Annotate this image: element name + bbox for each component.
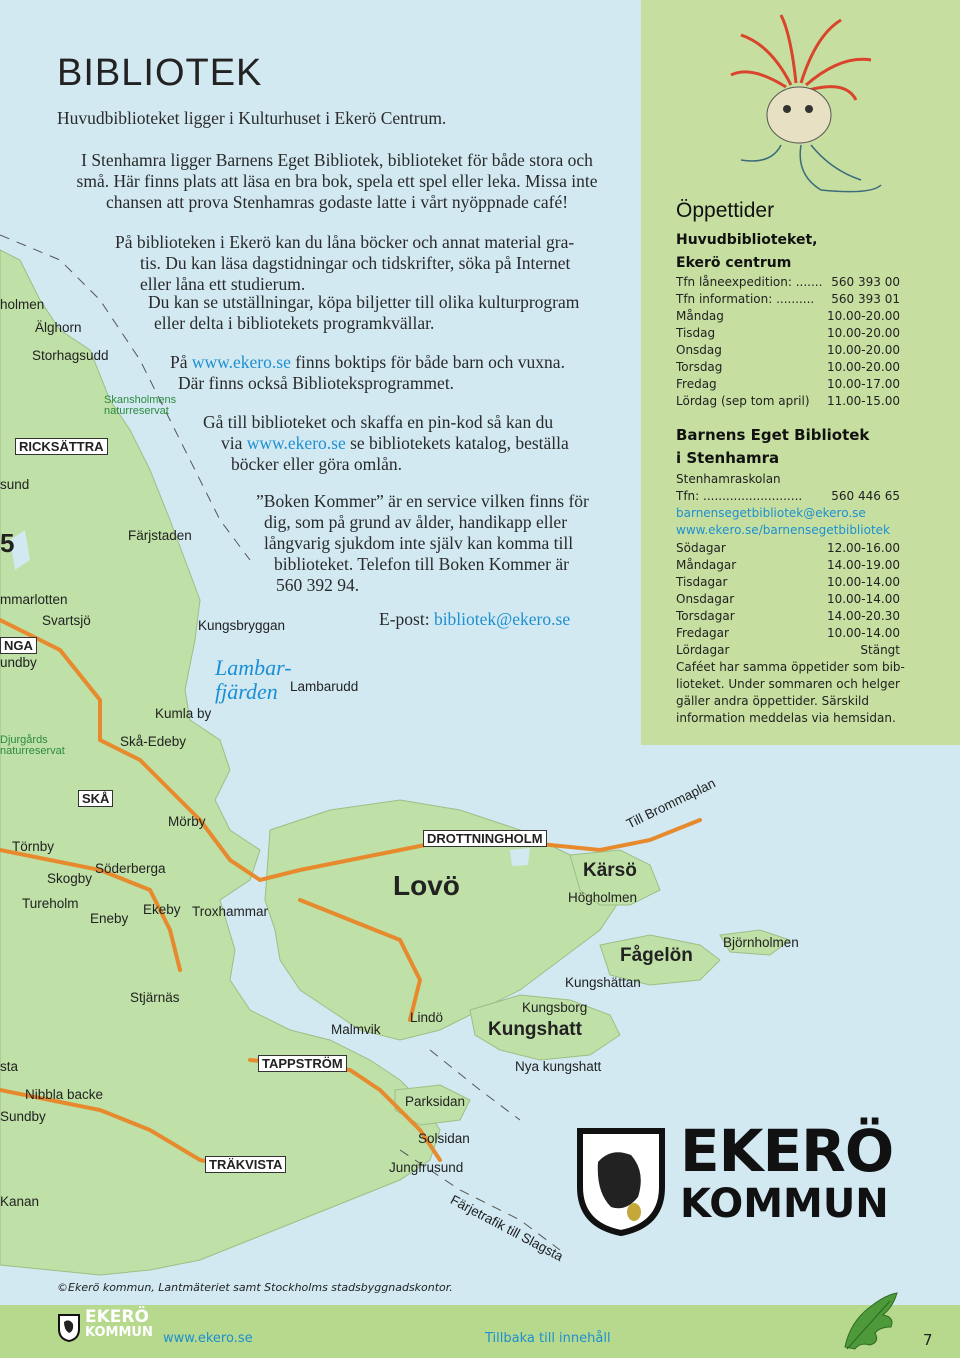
- map-label: Kungsbryggan: [198, 618, 286, 633]
- map-label: Kungsborg: [522, 1000, 588, 1015]
- footer-shield-icon: [57, 1313, 81, 1343]
- hours-row: Torsdag 10.00-20.00: [676, 360, 900, 374]
- opening-hours-sidebar: [641, 0, 960, 745]
- map-label: Jungfrusund: [389, 1160, 464, 1175]
- barnens-phone: Tfn: .......................... 560 446 65: [676, 489, 900, 503]
- hours-row: Onsdag 10.00-20.00: [676, 343, 900, 357]
- map-label: Färjetrafik till Slagsta: [447, 1192, 566, 1265]
- barnens-school: Stenhamraskolan: [676, 472, 781, 486]
- map-label: Storhagsudd: [32, 348, 109, 363]
- pin-prefix: via: [221, 433, 247, 453]
- barnens-web-link[interactable]: www.ekero.se/barnensegetbibliotek: [676, 523, 890, 537]
- map-label: Malmvik: [331, 1022, 381, 1037]
- land-west: [0, 250, 440, 1275]
- map-label: Högholmen: [568, 890, 638, 905]
- boken-line: ”Boken Kommer” är en service vilken finns för: [256, 491, 589, 511]
- map-label: Kumla by: [155, 706, 212, 721]
- services-line: eller låna ett studierum.: [140, 274, 306, 294]
- map-label: Kungshatt: [488, 1019, 582, 1040]
- barnens-line: små. Här finns plats att läsa en bra bok, spela ett spel eller leka. Missa inte: [76, 171, 598, 191]
- hours-row: Tisdag 10.00-20.00: [676, 326, 900, 340]
- hours-row: Södagar 12.00-16.00: [676, 541, 900, 555]
- map-label: Tureholm: [22, 896, 79, 911]
- email-link[interactable]: bibliotek@ekero.se: [433, 609, 571, 629]
- ekero-shield-logo: [576, 1127, 666, 1237]
- footer-website-link[interactable]: www.ekero.se: [163, 1331, 253, 1346]
- map-label: mmarlotten: [0, 592, 68, 607]
- pin-link[interactable]: www.ekero.se: [246, 433, 346, 453]
- map-label: RICKSÄTTRA: [15, 438, 108, 455]
- boken-line: långvarig sjukdom inte själv kan komma till: [264, 533, 574, 553]
- ekero-wordmark: EKERÖ KOMMUN: [680, 1117, 894, 1227]
- boken-paragraph: [256, 491, 589, 596]
- main-library-title: Huvudbiblioteket, Ekerö centrum: [676, 232, 818, 271]
- hours-row: Onsdagar 10.00-14.00: [676, 592, 900, 606]
- map-label: Lovö: [393, 870, 460, 901]
- boken-line: dig, som på grund av ålder, handikapp eller: [264, 512, 568, 532]
- tips-paragraph: [170, 352, 565, 394]
- map-label: Kungshättan: [565, 975, 641, 990]
- pin-line1: Gå till biblioteket och skaffa en pin-kod så kan du: [203, 412, 554, 432]
- services-line: tis. Du kan läsa dagstidningar och tidskrifter, söka på Internet: [140, 253, 571, 273]
- back-to-contents-link[interactable]: Tillbaka till innehåll: [485, 1331, 611, 1346]
- email-label: E-post:: [379, 609, 434, 629]
- services-paragraph: [115, 232, 574, 295]
- oak-leaf-icon: [835, 1287, 905, 1357]
- tips-line2: Där finns också Biblioteksprogrammet.: [178, 373, 455, 393]
- boken-line: 560 392 94.: [276, 575, 360, 595]
- hours-row: Måndagar 14.00-19.00: [676, 558, 900, 572]
- map-label: sund: [0, 477, 30, 492]
- map-label: Lambarudd: [290, 679, 359, 694]
- map-label: Parksidan: [405, 1094, 466, 1109]
- hours-row: Fredag 10.00-17.00: [676, 377, 900, 391]
- map-label: Björnholmen: [723, 935, 799, 950]
- hours-row: Tfn låneexpedition: ....... 560 393 00: [676, 275, 900, 289]
- map-label: TAPPSTRÖM: [258, 1055, 347, 1072]
- map-label: Färjstaden: [128, 528, 192, 543]
- boken-line: biblioteket. Telefon till Boken Kommer är: [274, 554, 569, 574]
- map-label: Älghorn: [35, 320, 82, 335]
- map-label: DROTTNINGHOLM: [423, 830, 547, 847]
- map-label: Fågelön: [620, 945, 693, 966]
- barnens-line: chansen att prova Stenhamras godaste latte i vårt nyöppnade café!: [105, 192, 569, 212]
- map-label: sta: [0, 1059, 19, 1074]
- barnens-paragraph: [57, 150, 617, 213]
- page-number: 7: [923, 1331, 933, 1349]
- footer-bar: [0, 1305, 960, 1358]
- map-label: Lindö: [410, 1010, 444, 1025]
- hours-row: Lördagar Stängt: [676, 643, 900, 657]
- map-label: Till Brommaplan: [624, 775, 718, 832]
- events-paragraph: [148, 292, 579, 334]
- intro-text: Huvudbiblioteket ligger i Kulturhuset i Ekerö Centrum.: [57, 108, 447, 128]
- pin-line3: böcker eller göra omlån.: [231, 454, 403, 474]
- map-label: Solsidan: [418, 1131, 470, 1146]
- tips-suffix: finns boktips för både barn och vuxna.: [290, 352, 565, 372]
- map-label: undby: [0, 655, 37, 670]
- map-label: Sundby: [0, 1109, 46, 1124]
- hours-row: Lördag (sep tom april) 11.00-15.00: [676, 394, 900, 408]
- pin-suffix: se bibliotekets katalog, beställa: [345, 433, 569, 453]
- map-label: TRÄKVISTA: [205, 1156, 286, 1173]
- map-label: holmen: [0, 297, 45, 312]
- barnens-title: Barnens Eget Bibliotek i Stenhamra: [676, 426, 870, 467]
- map-label: NGA: [0, 637, 37, 654]
- map-label: Nya kungshatt: [515, 1059, 602, 1074]
- map-label: Djurgårds naturreservat: [0, 734, 65, 757]
- email-line: [379, 609, 570, 630]
- hours-row: Tfn information: .......... 560 393 01: [676, 292, 900, 306]
- hours-row: Måndag 10.00-20.00: [676, 309, 900, 323]
- map-label: Skansholmens naturreservat: [104, 394, 177, 417]
- hours-row: Torsdagar 14.00-20.30: [676, 609, 900, 623]
- map-label: SKÅ: [78, 790, 113, 807]
- map-credit: ©Ekerö kommun, Lantmäteriet samt Stockholms stadsbyggnadskontor.: [57, 1281, 453, 1294]
- map-label: Skogby: [47, 871, 93, 886]
- map-label: Stjärnäs: [130, 990, 180, 1005]
- events-line: eller delta i bibliotekets programkvällar.: [154, 313, 435, 333]
- map-label: Kärsö: [583, 860, 637, 881]
- page-title: BIBLIOTEK: [57, 52, 263, 94]
- hours-heading: Öppettider: [676, 199, 775, 222]
- cafe-note: Caféet har samma öppetider som bib- lioteket. Under sommaren och helger gäller andra öppettider. Särskild information meddelas via hemsidan.: [676, 660, 905, 725]
- map-label: Skå-Edeby: [120, 734, 187, 749]
- map-label: Mörby: [168, 814, 206, 829]
- map-label: Kanan: [0, 1194, 40, 1209]
- pin-paragraph: [203, 412, 569, 475]
- events-line: Du kan se utställningar, köpa biljetter till olika kulturprogram: [148, 292, 580, 312]
- map-label: Eneby: [90, 911, 129, 926]
- hours-row: Tisdagar 10.00-14.00: [676, 575, 900, 589]
- services-line: På biblioteken i Ekerö kan du låna böcker och annat material gra-: [115, 232, 575, 252]
- map-label: Söderberga: [95, 861, 166, 876]
- troll-illustration: [681, 5, 921, 195]
- tips-prefix: På: [170, 352, 192, 372]
- lake-2: [510, 848, 530, 866]
- tips-link[interactable]: www.ekero.se: [191, 352, 291, 372]
- map-label: Troxhammar: [192, 904, 269, 919]
- map-label: Lambar- fjärden: [215, 655, 292, 704]
- map-label: Ekeby: [143, 902, 181, 917]
- map-label: Nibbla backe: [25, 1087, 104, 1102]
- hours-row: Fredagar 10.00-14.00: [676, 626, 900, 640]
- barnens-email-link[interactable]: barnensegetbibliotek@ekero.se: [676, 506, 866, 520]
- barnens-line: I Stenhamra ligger Barnens Eget Bibliotek, biblioteket för både stora och: [81, 150, 593, 170]
- map-label: 5: [0, 528, 15, 558]
- footer-logo: EKERÖ KOMMUN: [85, 1307, 153, 1340]
- map-label: Törnby: [12, 839, 55, 854]
- map-label: Svartsjö: [42, 613, 91, 628]
